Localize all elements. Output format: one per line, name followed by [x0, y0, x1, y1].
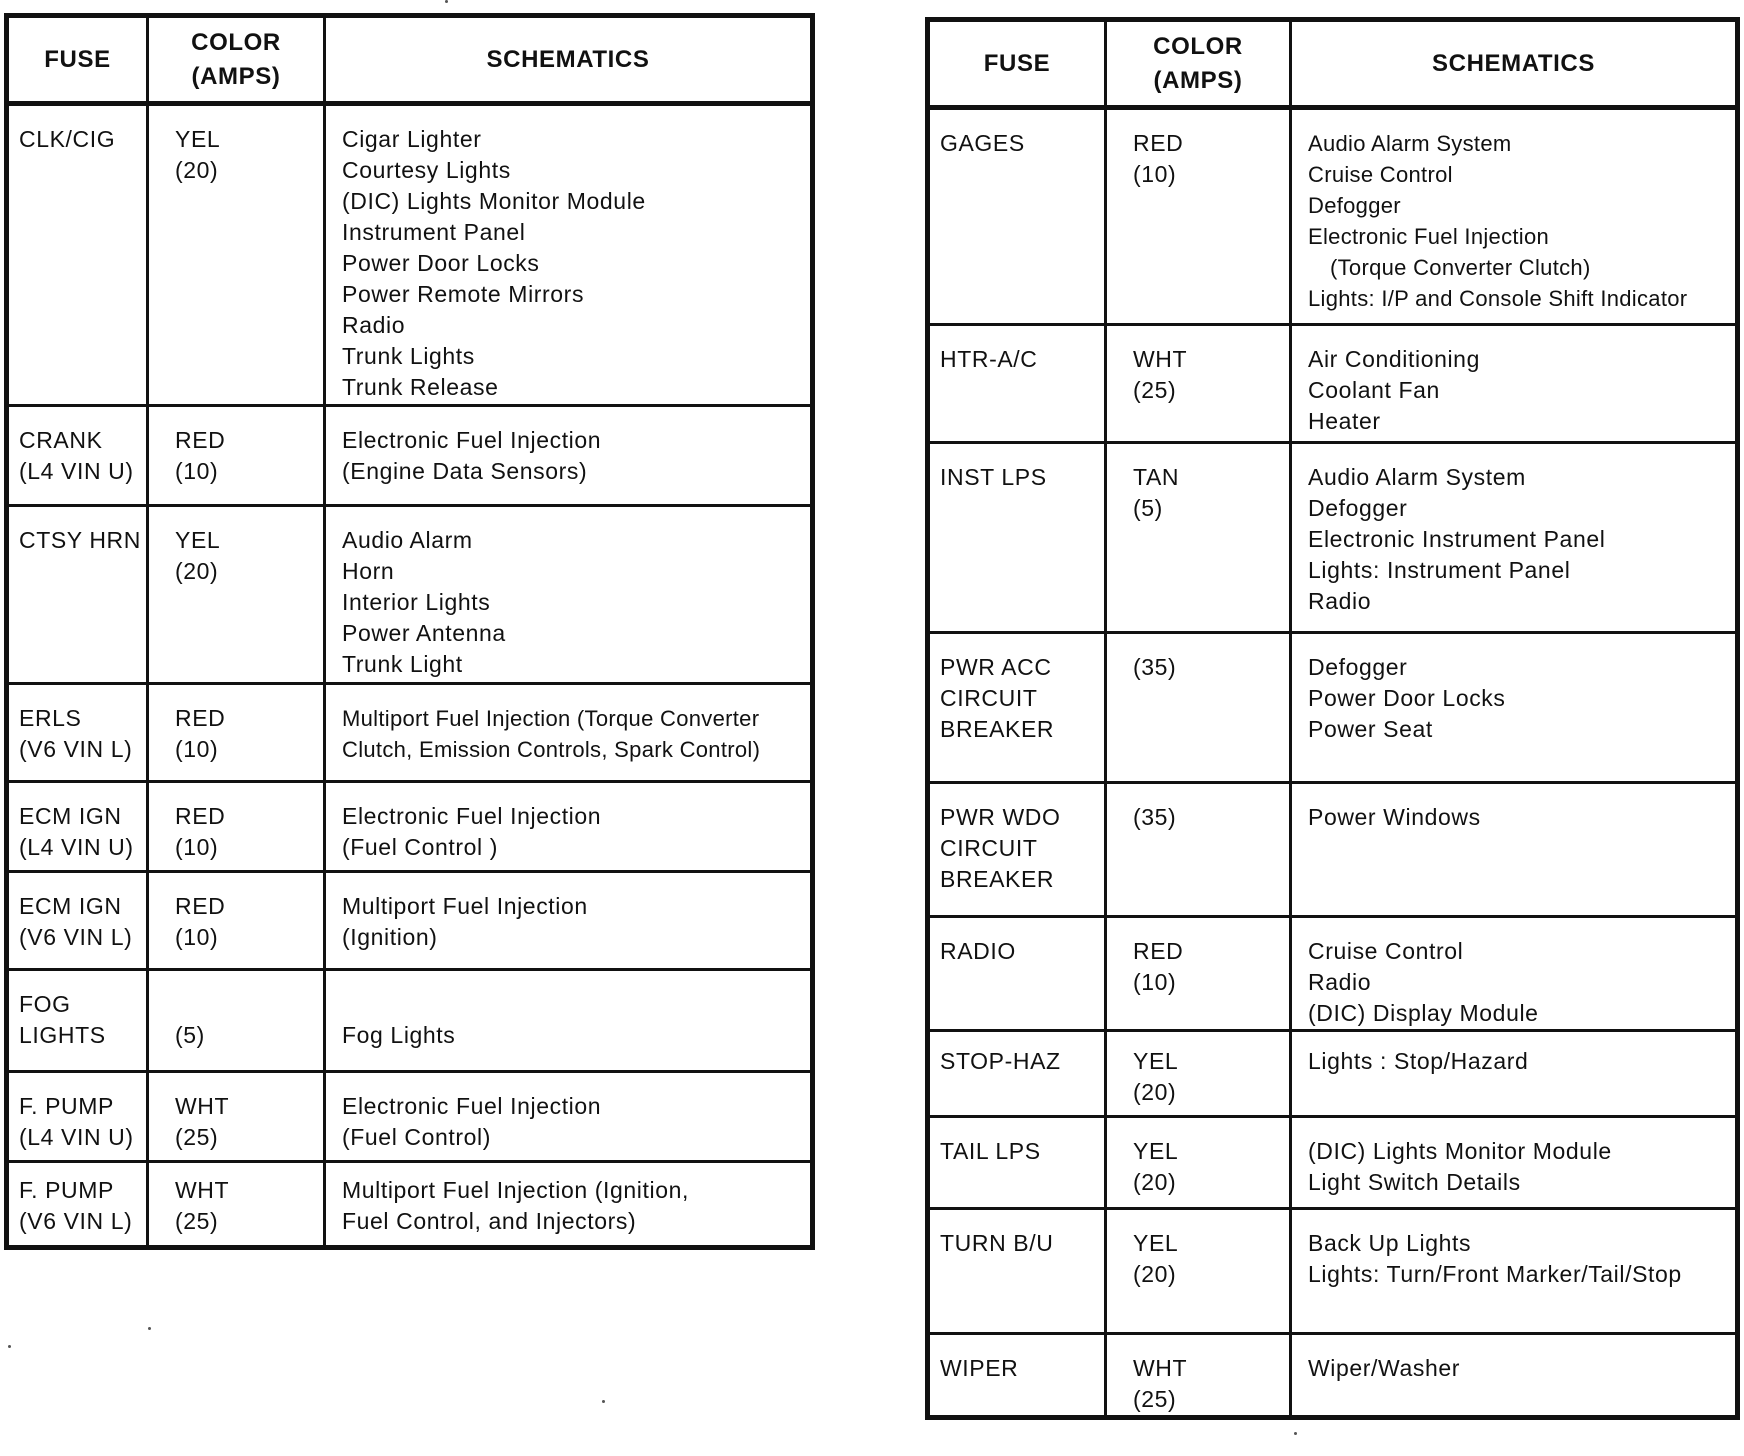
schematic-item: Light Switch Details: [1308, 1169, 1521, 1195]
fuse-cell: [928, 1117, 1106, 1209]
schematic-item: Lights: I/P and Console Shift Indicator: [1308, 286, 1688, 311]
schematic-item: Radio: [1308, 588, 1372, 614]
schematic-item: Lights: Instrument Panel: [1308, 557, 1571, 583]
header-row: [7, 16, 813, 104]
fuse-color: RED: [175, 427, 226, 453]
fuse-color: YEL: [175, 126, 221, 152]
schematic-item: Power Seat: [1308, 716, 1433, 742]
schematic-item: Electronic Fuel Injection: [342, 1093, 602, 1119]
schematic-item: (Ignition): [342, 924, 438, 950]
color-cell: [1106, 1117, 1291, 1209]
table-row: [928, 1117, 1738, 1209]
color-cell: [148, 104, 325, 406]
table-row: [928, 1334, 1738, 1418]
fuse-name: STOP-HAZ: [940, 1048, 1061, 1074]
fuse-variant: (L4 VIN U): [19, 834, 134, 860]
schematics-cell: [1291, 633, 1738, 783]
schematic-item: Lights : Stop/Hazard: [1308, 1048, 1529, 1074]
fuse-name: WIPER: [940, 1355, 1019, 1381]
fuse-cell: [7, 684, 148, 782]
fuse-color: TAN: [1133, 464, 1180, 490]
fuse-color: WHT: [1133, 1355, 1188, 1381]
fuse-amps: (20): [175, 558, 219, 584]
schematic-item: Multiport Fuel Injection (Torque Converter: [342, 706, 760, 731]
fuse-amps: (5): [1133, 495, 1163, 521]
table-row: [7, 406, 813, 506]
table-row: [928, 633, 1738, 783]
schematic-item: Wiper/Washer: [1308, 1355, 1461, 1381]
schematic-item: Instrument Panel: [342, 219, 526, 245]
schematic-item: Interior Lights: [342, 589, 491, 615]
color-cell: [1106, 917, 1291, 1031]
fuse-cell: [7, 506, 148, 684]
fuse-color: YEL: [175, 527, 221, 553]
fuse-cell: [7, 872, 148, 970]
schematic-item: Defogger: [1308, 193, 1401, 218]
schematic-item: Defogger: [1308, 495, 1408, 521]
fuse-amps: (25): [175, 1208, 219, 1234]
fuse-color: WHT: [175, 1177, 230, 1203]
fuse-amps: (10): [175, 736, 219, 762]
fuse-name: TURN B/U: [940, 1230, 1054, 1256]
fuse-color: RED: [175, 803, 226, 829]
table-row: [928, 325, 1738, 443]
schematic-item: Fuel Control, and Injectors): [342, 1208, 637, 1234]
fuse-color: WHT: [175, 1093, 230, 1119]
fuse-variant: (L4 VIN U): [19, 1124, 134, 1150]
fuse-amps: (20): [1133, 1261, 1177, 1287]
table-row: [928, 108, 1738, 325]
schematic-item: Audio Alarm: [342, 527, 473, 553]
fuse-amps: (35): [1133, 804, 1177, 830]
color-cell: [148, 1072, 325, 1162]
schematics-cell: [1291, 1031, 1738, 1117]
schematics-cell: [325, 506, 813, 684]
schematic-item: Power Remote Mirrors: [342, 281, 585, 307]
scan-speck: [602, 1400, 605, 1403]
table-row: [7, 684, 813, 782]
schematic-item: Fog Lights: [342, 1022, 456, 1048]
color-cell: [148, 782, 325, 872]
color-cell: [148, 1162, 325, 1248]
fuse-cell: [928, 1031, 1106, 1117]
color-cell: [148, 406, 325, 506]
fuse-cell: [7, 970, 148, 1072]
fuse-name: HTR-A/C: [940, 346, 1038, 372]
fuse-name-line2: CIRCUIT: [940, 835, 1038, 861]
schematic-item: Back Up Lights: [1308, 1230, 1472, 1256]
fuse-name: PWR WDO: [940, 804, 1061, 830]
color-cell: [148, 970, 325, 1072]
fuse-name-line3: BREAKER: [940, 716, 1055, 742]
fuse-cell: [928, 1209, 1106, 1334]
schematic-item: Power Antenna: [342, 620, 506, 646]
fuse-color: RED: [175, 705, 226, 731]
table-row: [928, 1209, 1738, 1334]
fuse-amps: (35): [1133, 654, 1177, 680]
schematics-cell: [325, 872, 813, 970]
fuse-name: CTSY HRN: [19, 527, 141, 553]
fuse-table-right: [925, 17, 1740, 1420]
schematics-cell: [325, 684, 813, 782]
schematic-item: Radio: [342, 312, 406, 338]
table-body: [7, 104, 813, 1248]
schematic-item: Electronic Fuel Injection: [342, 427, 602, 453]
color-cell: [1106, 1334, 1291, 1418]
fuse-name: TAIL LPS: [940, 1138, 1041, 1164]
fuse-cell: [928, 443, 1106, 633]
fuse-cell: [928, 108, 1106, 325]
table-row: [928, 443, 1738, 633]
schematic-item: Defogger: [1308, 654, 1408, 680]
schematics-cell: [1291, 1334, 1738, 1418]
schematic-item: (Fuel Control ): [342, 834, 498, 860]
fuse-color: WHT: [1133, 346, 1188, 372]
schematic-item: Lights: Turn/Front Marker/Tail/Stop: [1308, 1261, 1682, 1287]
fuse-variant: (V6 VIN L): [19, 924, 133, 950]
fuse-color: YEL: [1133, 1138, 1179, 1164]
fuse-amps: (10): [175, 924, 219, 950]
color-cell: [148, 506, 325, 684]
fuse-name: CLK/CIG: [19, 126, 116, 152]
fuse-name: INST LPS: [940, 464, 1047, 490]
fuse-cell: [928, 1334, 1106, 1418]
fuse-amps: (25): [1133, 377, 1177, 403]
table-row: [7, 872, 813, 970]
scan-speck: [148, 1327, 151, 1330]
schematic-item: (Torque Converter Clutch): [1330, 255, 1591, 280]
fuse-amps: (10): [175, 458, 219, 484]
fuse-table-left: [4, 13, 815, 1250]
table-row: [928, 917, 1738, 1031]
fuse-variant: (V6 VIN L): [19, 1208, 133, 1234]
fuse-variant: (V6 VIN L): [19, 736, 133, 762]
schematics-cell: [1291, 783, 1738, 917]
color-cell: [1106, 443, 1291, 633]
fuse-name: GAGES: [940, 130, 1025, 156]
color-cell: [1106, 633, 1291, 783]
fuse-cell: [928, 325, 1106, 443]
fuse-name: ERLS: [19, 705, 82, 731]
fuse-amps: (20): [1133, 1079, 1177, 1105]
schematics-cell: [1291, 917, 1738, 1031]
fuse-name-line2: LIGHTS: [19, 1022, 106, 1048]
schematic-item: (DIC) Lights Monitor Module: [1308, 1138, 1612, 1164]
schematics-cell: [325, 104, 813, 406]
fuse-variant: (L4 VIN U): [19, 458, 134, 484]
schematic-item: Radio: [1308, 969, 1372, 995]
schematic-item: Trunk Light: [342, 651, 463, 677]
schematic-item: Audio Alarm System: [1308, 464, 1526, 490]
schematics-cell: [1291, 325, 1738, 443]
fuse-amps: (10): [1133, 969, 1177, 995]
fuse-amps: (10): [175, 834, 219, 860]
fuse-name: F. PUMP: [19, 1177, 114, 1203]
header-schematics: SCHEMATICS: [1291, 20, 1738, 108]
schematics-cell: [1291, 108, 1738, 325]
schematic-item: Power Door Locks: [342, 250, 540, 276]
fuse-amps: (20): [175, 157, 219, 183]
header-schematics: SCHEMATICS: [325, 16, 813, 104]
color-cell: [1106, 325, 1291, 443]
color-cell: [148, 684, 325, 782]
schematic-item: (DIC) Lights Monitor Module: [342, 188, 646, 214]
schematics-cell: [325, 1072, 813, 1162]
scan-speck: [445, 0, 448, 3]
schematics-cell: [1291, 1209, 1738, 1334]
schematic-item: Electronic Fuel Injection: [342, 803, 602, 829]
color-cell: [1106, 108, 1291, 325]
fuse-name: PWR ACC: [940, 654, 1052, 680]
color-cell: [1106, 1031, 1291, 1117]
schematic-item: Cigar Lighter: [342, 126, 482, 152]
schematic-item: Multiport Fuel Injection: [342, 893, 588, 919]
schematic-item: Cruise Control: [1308, 162, 1453, 187]
fuse-amps: (20): [1133, 1169, 1177, 1195]
schematic-item: Power Door Locks: [1308, 685, 1506, 711]
table-row: [928, 783, 1738, 917]
schematic-item: Heater: [1308, 408, 1381, 434]
table-row: [7, 782, 813, 872]
schematic-item: (Fuel Control): [342, 1124, 491, 1150]
fuse-color: RED: [1133, 938, 1184, 964]
fuse-color: YEL: [1133, 1048, 1179, 1074]
scan-speck: [8, 1345, 11, 1348]
fuse-color: RED: [1133, 130, 1184, 156]
schematics-cell: [325, 406, 813, 506]
fuse-amps: (5): [175, 1022, 205, 1048]
fuse-amps: (25): [175, 1124, 219, 1150]
fuse-name: RADIO: [940, 938, 1016, 964]
fuse-amps: (10): [1133, 161, 1177, 187]
table-row: [7, 1162, 813, 1248]
schematic-item: Multiport Fuel Injection (Ignition,: [342, 1177, 689, 1203]
schematic-item: Clutch, Emission Controls, Spark Control): [342, 737, 761, 762]
schematics-cell: [325, 1162, 813, 1248]
color-cell: [1106, 1209, 1291, 1334]
fuse-name: CRANK: [19, 427, 103, 453]
fuse-amps: (25): [1133, 1386, 1177, 1412]
fuse-cell: [928, 783, 1106, 917]
scan-speck: [1294, 1432, 1297, 1435]
schematic-item: Trunk Release: [342, 374, 499, 400]
fuse-name: ECM IGN: [19, 803, 122, 829]
table-body: [928, 108, 1738, 1418]
schematic-item: Electronic Fuel Injection: [1308, 224, 1550, 249]
fuse-cell: [7, 782, 148, 872]
fuse-name: ECM IGN: [19, 893, 122, 919]
schematics-cell: [325, 970, 813, 1072]
header-color-amps: COLOR (AMPS): [1106, 20, 1291, 108]
fuse-name: F. PUMP: [19, 1093, 114, 1119]
schematics-cell: [325, 782, 813, 872]
fuse-cell: [928, 917, 1106, 1031]
fuse-cell: [7, 1072, 148, 1162]
table-row: [7, 506, 813, 684]
schematic-item: Trunk Lights: [342, 343, 475, 369]
header-row: [928, 20, 1738, 108]
header-fuse: FUSE: [928, 20, 1106, 108]
table-row: [7, 970, 813, 1072]
fuse-color: YEL: [1133, 1230, 1179, 1256]
color-cell: [148, 872, 325, 970]
schematic-item: Electronic Instrument Panel: [1308, 526, 1606, 552]
fuse-name-line3: BREAKER: [940, 866, 1055, 892]
schematic-item: (Engine Data Sensors): [342, 458, 588, 484]
color-cell: [1106, 783, 1291, 917]
table-row: [928, 1031, 1738, 1117]
schematic-item: Coolant Fan: [1308, 377, 1440, 403]
fuse-color: RED: [175, 893, 226, 919]
fuse-name: FOG: [19, 991, 71, 1017]
fuse-name-line2: CIRCUIT: [940, 685, 1038, 711]
fuse-cell: [7, 104, 148, 406]
schematic-item: Cruise Control: [1308, 938, 1464, 964]
table-row: [7, 104, 813, 406]
schematics-cell: [1291, 1117, 1738, 1209]
schematic-item: Power Windows: [1308, 804, 1481, 830]
header-fuse: FUSE: [7, 16, 148, 104]
schematic-item: Air Conditioning: [1308, 346, 1480, 372]
schematic-item: Horn: [342, 558, 395, 584]
schematics-cell: [1291, 443, 1738, 633]
table-row: [7, 1072, 813, 1162]
schematic-item: Courtesy Lights: [342, 157, 511, 183]
schematic-item: Audio Alarm System: [1308, 131, 1512, 156]
fuse-cell: [7, 406, 148, 506]
fuse-cell: [928, 633, 1106, 783]
schematic-item: (DIC) Display Module: [1308, 1000, 1539, 1026]
fuse-cell: [7, 1162, 148, 1248]
header-color-amps: COLOR (AMPS): [148, 16, 325, 104]
